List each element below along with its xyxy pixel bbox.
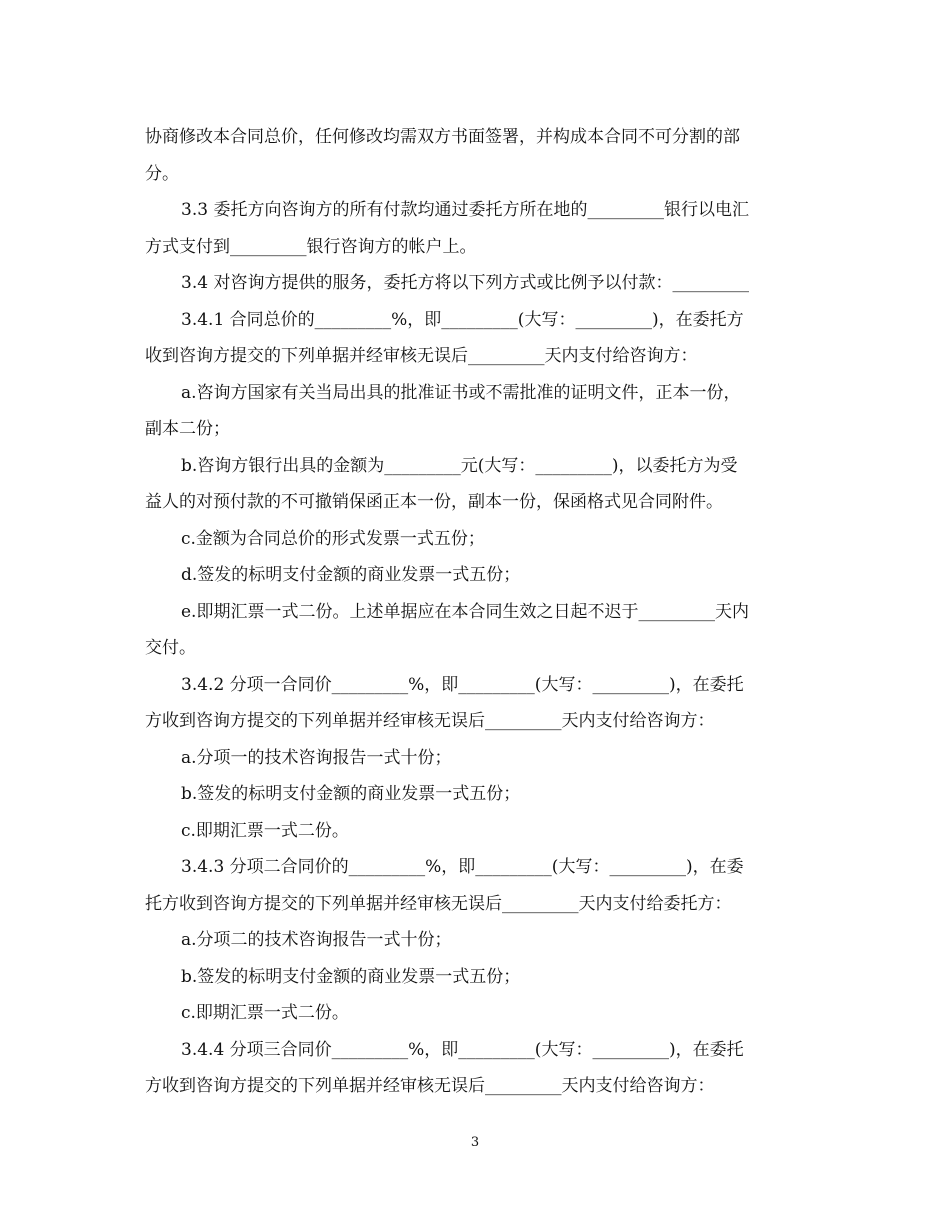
text-line: 托方收到咨询方提交的下列单据并经审核无误后_________天内支付给委托方： <box>145 893 732 914</box>
text-line: a.分项二的技术咨询报告一式十份； <box>181 930 452 950</box>
text-line: 方式支付到_________银行咨询方的帐户上。 <box>145 236 477 257</box>
text-line: 3.4 对咨询方提供的服务，委托方将以下列方式或比例予以付款：_________ <box>181 273 749 293</box>
text-line: c.即期汇票一式二份。 <box>181 1003 349 1023</box>
text-line: 方收到咨询方提交的下列单据并经审核无误后_________天内支付给咨询方： <box>145 711 715 731</box>
text-line: 收到咨询方提交的下列单据并经审核无误后_________天内支付给咨询方： <box>145 346 698 366</box>
text-line: b.咨询方银行出具的金额为_________元(大写：_________)，以委托方为受 <box>181 455 738 476</box>
text-line: d.签发的标明支付金额的商业发票一式五份； <box>181 565 521 585</box>
text-line: 方收到咨询方提交的下列单据并经审核无误后_________天内支付给咨询方： <box>145 1076 715 1096</box>
text-line: 分。 <box>145 163 179 184</box>
document-body <box>145 119 810 1105</box>
text-line: 3.4.4 分项三合同价_________%，即_________(大写：_________)，在委托 <box>181 1039 744 1060</box>
text-line: b.签发的标明支付金额的商业发票一式五份； <box>181 784 521 804</box>
text-line: 协商修改本合同总价，任何修改均需双方书面签署，并构成本合同不可分割的部 <box>145 127 740 147</box>
text-line: 3.4.3 分项二合同价的_________%，即_________(大写：_________)，在委 <box>181 857 744 877</box>
text-line: 3.4.2 分项一合同价_________%，即_________(大写：_________)，在委托 <box>181 674 744 695</box>
text-line: e.即期汇票一式二份。上述单据应在本合同生效之日起不迟于_________天内 <box>181 601 749 622</box>
text-line: b.签发的标明支付金额的商业发票一式五份； <box>181 966 521 987</box>
text-line: 益人的对预付款的不可撤销保函正本一份，副本一份，保函格式见合同附件。 <box>145 492 723 512</box>
text-line: 3.4.1 合同总价的_________%，即_________(大写：_________)，在委托方 <box>181 309 744 330</box>
text-line: c.金额为合同总价的形式发票一式五份； <box>181 528 485 549</box>
text-line: a.咨询方国家有关当局出具的批准证书或不需批准的证明文件，正本一份， <box>181 382 741 403</box>
text-line: c.即期汇票一式二份。 <box>181 820 349 841</box>
page-number: 3 <box>470 1135 480 1150</box>
text-line: 交付。 <box>145 638 196 658</box>
text-line: 3.3 委托方向咨询方的所有付款均通过委托方所在地的_________银行以电汇 <box>181 200 749 220</box>
text-line: 副本二份； <box>145 419 230 439</box>
text-line: a.分项一的技术咨询报告一式十份； <box>181 747 452 768</box>
